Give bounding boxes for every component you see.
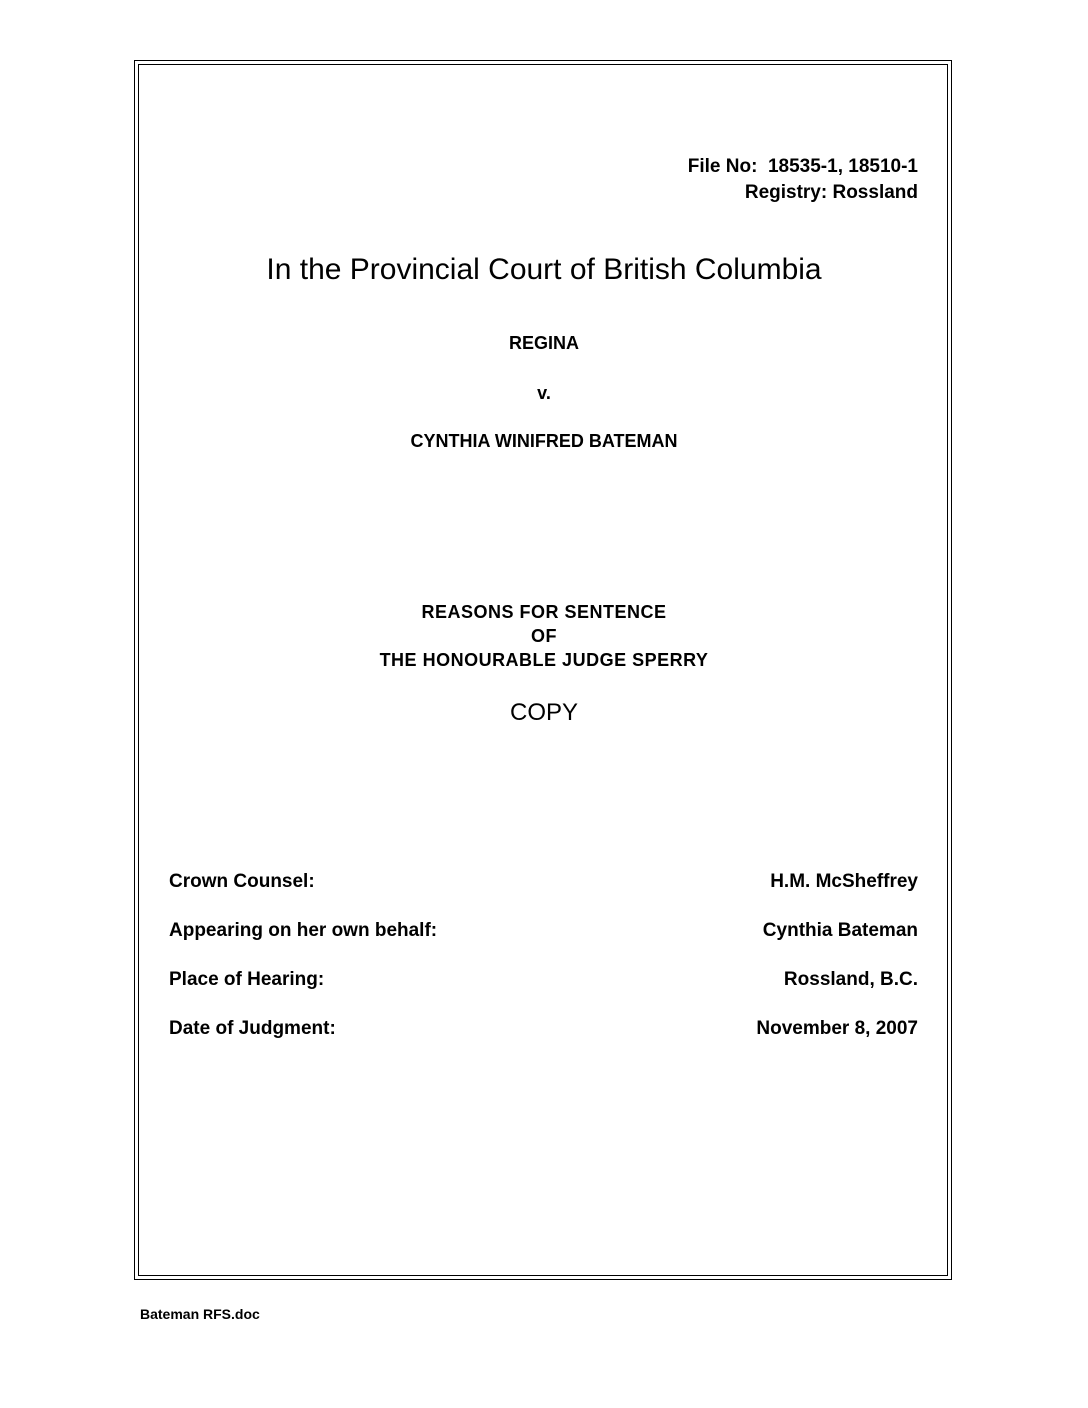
plaintiff-name: REGINA: [508, 333, 579, 353]
detail-label: Date of Judgment:: [169, 1018, 336, 1039]
detail-label: Place of Hearing:: [169, 969, 325, 990]
detail-label: Crown Counsel:: [169, 871, 315, 892]
detail-value: H.M. McSheffrey: [770, 871, 918, 892]
detail-row-date-of-judgment: [169, 1016, 918, 1065]
file-info-block: [688, 154, 918, 206]
reasons-line-2: OF: [531, 626, 557, 646]
detail-value: Rossland, B.C.: [783, 969, 918, 990]
case-details: [169, 869, 918, 1065]
defendant-name: CYNTHIA WINIFRED BATEMAN: [410, 431, 678, 451]
detail-value: Cynthia Bateman: [762, 920, 918, 941]
detail-row-crown-counsel: [169, 869, 918, 918]
copy-label: COPY: [509, 699, 578, 726]
footer-filename: Bateman RFS.doc: [140, 1306, 260, 1322]
reasons-heading: [0, 600, 1088, 672]
registry: Registry: Rossland: [744, 182, 918, 203]
reasons-line-3: THE HONOURABLE JUDGE SPERRY: [379, 650, 709, 670]
detail-value: November 8, 2007: [756, 1018, 918, 1039]
file-number: File No: 18535-1, 18510-1: [687, 156, 918, 177]
detail-row-place-of-hearing: [169, 967, 918, 1016]
detail-label: Appearing on her own behalf:: [169, 920, 438, 941]
reasons-line-1: REASONS FOR SENTENCE: [421, 602, 667, 622]
versus-label: v.: [537, 383, 551, 403]
court-title: In the Provincial Court of British Columbia: [266, 253, 822, 286]
detail-row-own-behalf: [169, 918, 918, 967]
